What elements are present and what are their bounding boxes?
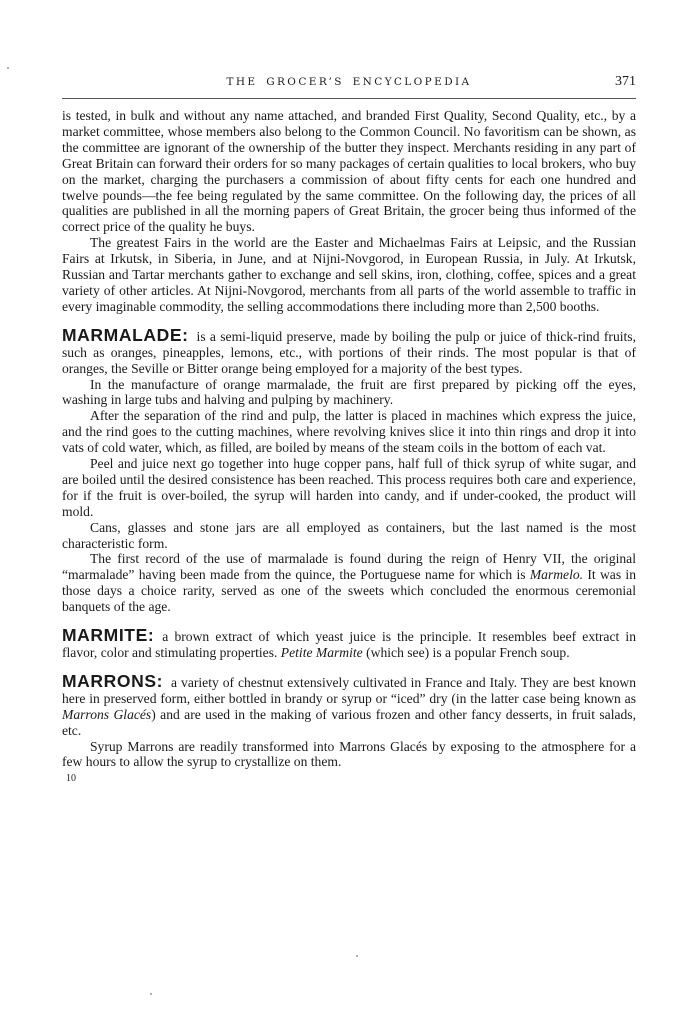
entry-definition: a brown extract of which yeast juice is the principle. It resembles beef extract in flavor, color and stimulating properties. (62, 629, 636, 660)
page-number: 371 (615, 74, 636, 89)
page-body (62, 108, 636, 787)
continuation-paragraph: is tested, in bulk and without any name attached, and branded First Quality, Second Quality, etc., by a market committee, whose members also belong to the Common Council. No favoritism can be shown, as the committee are ignorant of the ownership of the butter they inspect. Merchants residing in any part of Great Britain can forward their orders for so many packages of certain qualities to local brokers, who buy on the market, charging the purchasers a commission of about fifty cents for each one hundred and twelve pounds—the fee being regulated by the same committee. On the following day, the prices of all qualities are published in all the morning papers of Great Britain, the grocer being thus informed of the correct price of the quality he buys. (62, 108, 636, 235)
entry-paragraph: Peel and juice next go together into huge copper pans, half full of thick syrup of white sugar, and are boiled until the desired consistence has been reached. This process requires both care and experience, for if the fruit is over-boiled, the syrup will harden into candy, and if under-cooked, the product will mold. (62, 456, 636, 519)
entry-paragraph: After the separation of the rind and pulp, the latter is placed in machines which express the juice, and the rind goes to the cutting machines, where revolving knives slice it into thin rings and drop it into vats of cold water, which, as filled, are boiled by means of the steam coils in the bottom of each vat. (62, 408, 636, 456)
text-run: It was in those days a choice rarity, served as one of the sweets which concluded the enormous ceremonial banquets of the age. (62, 567, 637, 615)
entry-paragraph (62, 551, 636, 615)
italic-term: Marrons Glacés (62, 706, 152, 722)
entry-paragraph: In the manufacture of orange marmalade, the fruit are first prepared by picking off the eyes, washing in large tubs and halving and pulping by machinery. (62, 376, 636, 408)
header-rule (62, 98, 636, 99)
fairs-paragraph: The greatest Fairs in the world are the Easter and Michaelmas Fairs at Leipsic, and the Russian Fairs at Irkutsk, in Siberia, in June, and at Nijni-Novgorod, in European Russia, in July. At Irkutsk, Russian and Tartar merchants gather to exchange and sell skins, iron, clothing, coffee, spices and a great variety of other articles. At Nijni-Novgorod, merchants from all parts of the world assemble to traffic in every imaginable commodity, the selling accommodations there including more than 2,500 booths. (62, 235, 636, 314)
entry-term: MARMITE: (62, 625, 155, 646)
text-run: The first record of the use of marmalade is found during the reign of Henry VII, the original “marmalade” having been made from the quince, the Portuguese name for which is (62, 551, 636, 583)
entry-term: MARMALADE: (62, 324, 189, 345)
entry-term: MARRONS: (62, 670, 164, 691)
entry-paragraph: Cans, glasses and stone jars are all employed as containers, but the last named is the most characteristic form. (62, 519, 636, 551)
signature-mark: 10 (66, 773, 76, 785)
italic-term: Marmelo. (529, 567, 584, 583)
entry-paragraph: Syrup Marrons are readily transformed into Marrons Glacés by exposing to the atmosphere for a few hours to allow the syrup to crystallize on them. (62, 738, 636, 770)
paper-speck (150, 993, 152, 995)
italic-term: Petite Marmite (280, 645, 363, 660)
running-title: THE GROCER’S ENCYCLOPEDIA (226, 76, 472, 88)
entry-marmite (62, 625, 636, 661)
entry-marrons (62, 670, 636, 787)
text-run: (which see) is a popular French soup. (362, 645, 570, 660)
text-run: ) and are used in the making of various frozen and other fancy desserts, in fruit salads, etc. (62, 706, 636, 738)
running-header (62, 76, 636, 94)
paper-speck (356, 955, 358, 957)
entry-marmalade (62, 324, 637, 615)
entry-definition: a variety of chestnut extensively cultivated in France and Italy. They are best known here in preserved form, either bottled in brandy or syrup or “iced” dry (in the latter case being known as (62, 674, 636, 706)
paper-speck (7, 67, 9, 69)
entry-definition: is a semi-liquid preserve, made by boiling the pulp or juice of thick-rind fruits, such as oranges, pineapples, lemons, etc., with portions of their rinds. The most popular is that of oranges, the Seville or Bitter orange being employed for a majority of the best types. (62, 328, 636, 376)
